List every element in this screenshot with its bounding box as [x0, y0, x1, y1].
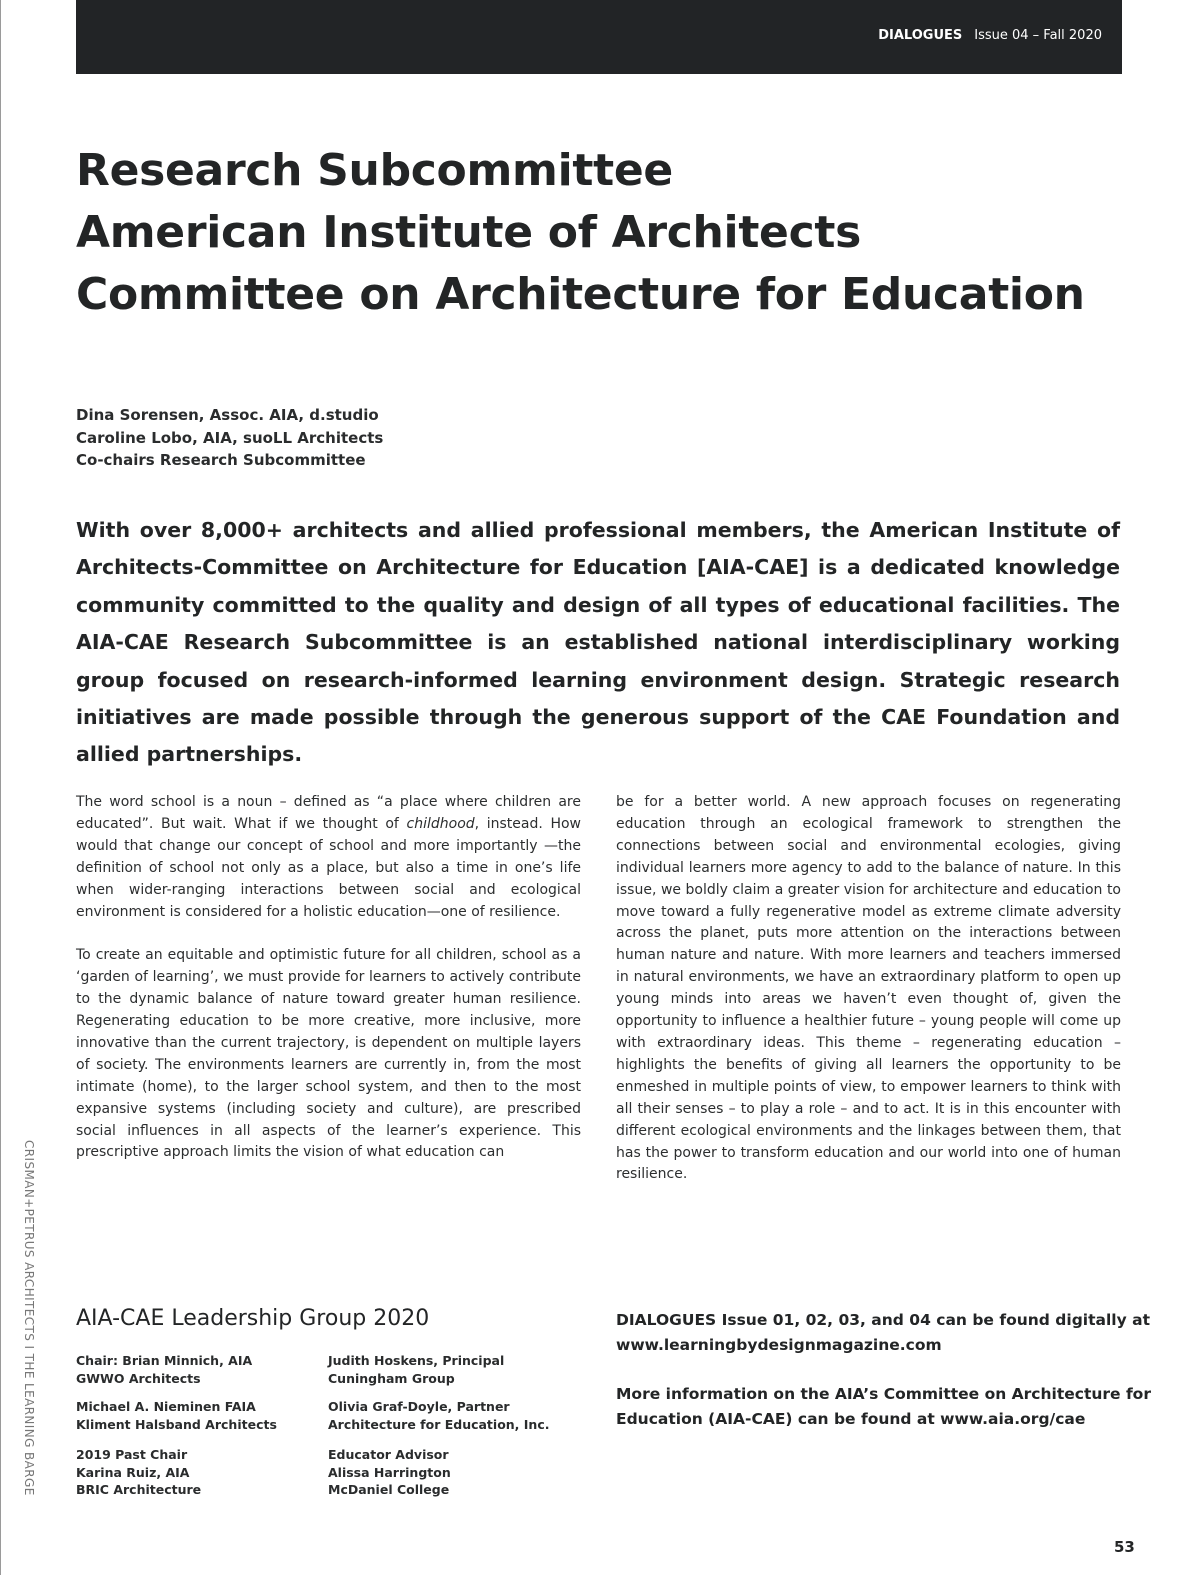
info-link[interactable]: Education (AIA-CAE) can be found at www.aia.org/cae: [616, 1409, 1086, 1428]
page-number: 53: [1114, 1538, 1135, 1556]
leader-line: Alissa Harrington: [328, 1464, 451, 1480]
leader-line: Judith Hoskens, Principal: [328, 1353, 505, 1368]
info-link[interactable]: www.learningbydesignmagazine.com: [616, 1335, 942, 1354]
page-title: [76, 140, 1136, 326]
aia-info: [616, 1382, 1151, 1431]
leader-entry: [328, 1352, 504, 1387]
author-line: Caroline Lobo, AIA, suoLL Architects: [76, 428, 384, 447]
body-paragraph: be for a better world. A new approach focuses on regenerating education through an ecological framework to strengthen the connections between social and environmental ecologies, giving individual learners more agency to add to the balance of nature. In this issue, we boldly claim a greater vision for architecture and education to move toward a fully regenerative model as extreme climate adversity across the planet, puts more attention on the interactions between human nature and nature. With more learners and teachers immersed in natural environments, we have an extraordinary platform to open up young minds into areas we haven’t even thought of, given the opportunity to influence a healthier future – young people will come up with extraordinary ideas. This theme – regenerating education – highlights the benefits of giving all learners the opportunity to be enmeshed in multiple points of view, to empower learners to think with all their senses – to play a role – and to act. It is in this encounter with different ecological environments and the linkages between them, that has the power to transform education and our world into one of human resilience.: [616, 794, 1121, 1183]
body-column-right: [616, 792, 1121, 1186]
leadership-title: AIA-CAE Leadership Group 2020: [76, 1306, 430, 1331]
leader-line: Architecture for Education, Inc.: [328, 1416, 550, 1432]
leader-line: Cuningham Group: [328, 1370, 455, 1386]
body-paragraph: To create an equitable and optimistic future for all children, school as a ‘garden of learning’, we must provide for learners to actively contribute to the dynamic balance of nature toward greater human resilience. Regenerating education to be more creative, more inclusive, more innovative than the current trajectory, is dependent on multiple layers of society. The environments learners are currently in, from the most intimate (home), to the larger school system, and then to the most expansive systems (including society and culture), are prescribed social influences in all aspects of the learner’s experience. This prescriptive approach limits the vision of what education can: [76, 947, 581, 1161]
title-line: American Institute of Architects: [76, 207, 861, 258]
leader-line: Olivia Graf-Doyle, Partner: [328, 1399, 510, 1414]
author-line: Dina Sorensen, Assoc. AIA, d.studio: [76, 406, 379, 424]
dialogues-info: [616, 1308, 1150, 1357]
photo-credit-sidebar: CRISMAN+PETRUS ARCHITECTS I THE LEARNING BARGE: [22, 1140, 36, 1496]
body-paragraph: [76, 792, 581, 923]
leader-entry: [76, 1352, 252, 1387]
header-text: [878, 28, 1102, 43]
leader-line: Karina Ruiz, AIA: [76, 1464, 190, 1480]
title-line: Committee on Architecture for Education: [76, 269, 1085, 320]
body-column-left: [76, 792, 581, 1164]
header-band: [76, 0, 1122, 74]
leader-entry: [328, 1398, 550, 1433]
leader-line: Kliment Halsband Architects: [76, 1416, 277, 1432]
body-text: The word school is a noun – defined as “a place where children are educated”. But wait. What if we thought of: [76, 794, 581, 832]
leader-entry: [328, 1446, 451, 1499]
leader-line: Michael A. Nieminen FAIA: [76, 1399, 256, 1414]
emphasis-text: childhood: [406, 815, 475, 832]
intro-paragraph: With over 8,000+ architects and allied professional members, the American Institute of Architects-Committee on Architecture for Education [AIA-CAE] is a dedicated knowledge community committed to the quality and design of all types of educational facilities. The AIA-CAE Research Subcommittee is an established national interdisciplinary working group focused on research-informed learning environment design. Strategic research initiatives are made possible through the generous support of the CAE Foundation and allied partnerships.: [76, 518, 1120, 767]
leader-entry: [76, 1398, 277, 1433]
leader-line: 2019 Past Chair: [76, 1447, 188, 1462]
author-block: [76, 404, 383, 472]
leader-line: Educator Advisor: [328, 1447, 449, 1462]
title-line: Research Subcommittee: [76, 145, 673, 196]
info-line: More information on the AIA’s Committee on Architecture for: [616, 1385, 1151, 1403]
leader-entry: [76, 1446, 201, 1499]
leader-line: McDaniel College: [328, 1482, 450, 1497]
author-line: Co-chairs Research Subcommittee: [76, 451, 366, 469]
publication-name: DIALOGUES: [878, 28, 963, 43]
info-line: DIALOGUES Issue 01, 02, 03, and 04 can be found digitally at: [616, 1311, 1150, 1329]
leader-line: BRIC Architecture: [76, 1482, 202, 1497]
leader-line: GWWO Architects: [76, 1370, 201, 1386]
body-text: , instead. How would that change our concept of school and more importantly —the definition of school not only as a place, but also a time in one’s life when wider-ranging interactions between social and ecological environment is considered for a holistic education—one of resilience.: [76, 815, 582, 920]
issue-label: Issue 04 – Fall 2020: [974, 28, 1102, 43]
leader-line: Chair: Brian Minnich, AIA: [76, 1353, 253, 1368]
page-edge-rule: [0, 0, 1, 1575]
